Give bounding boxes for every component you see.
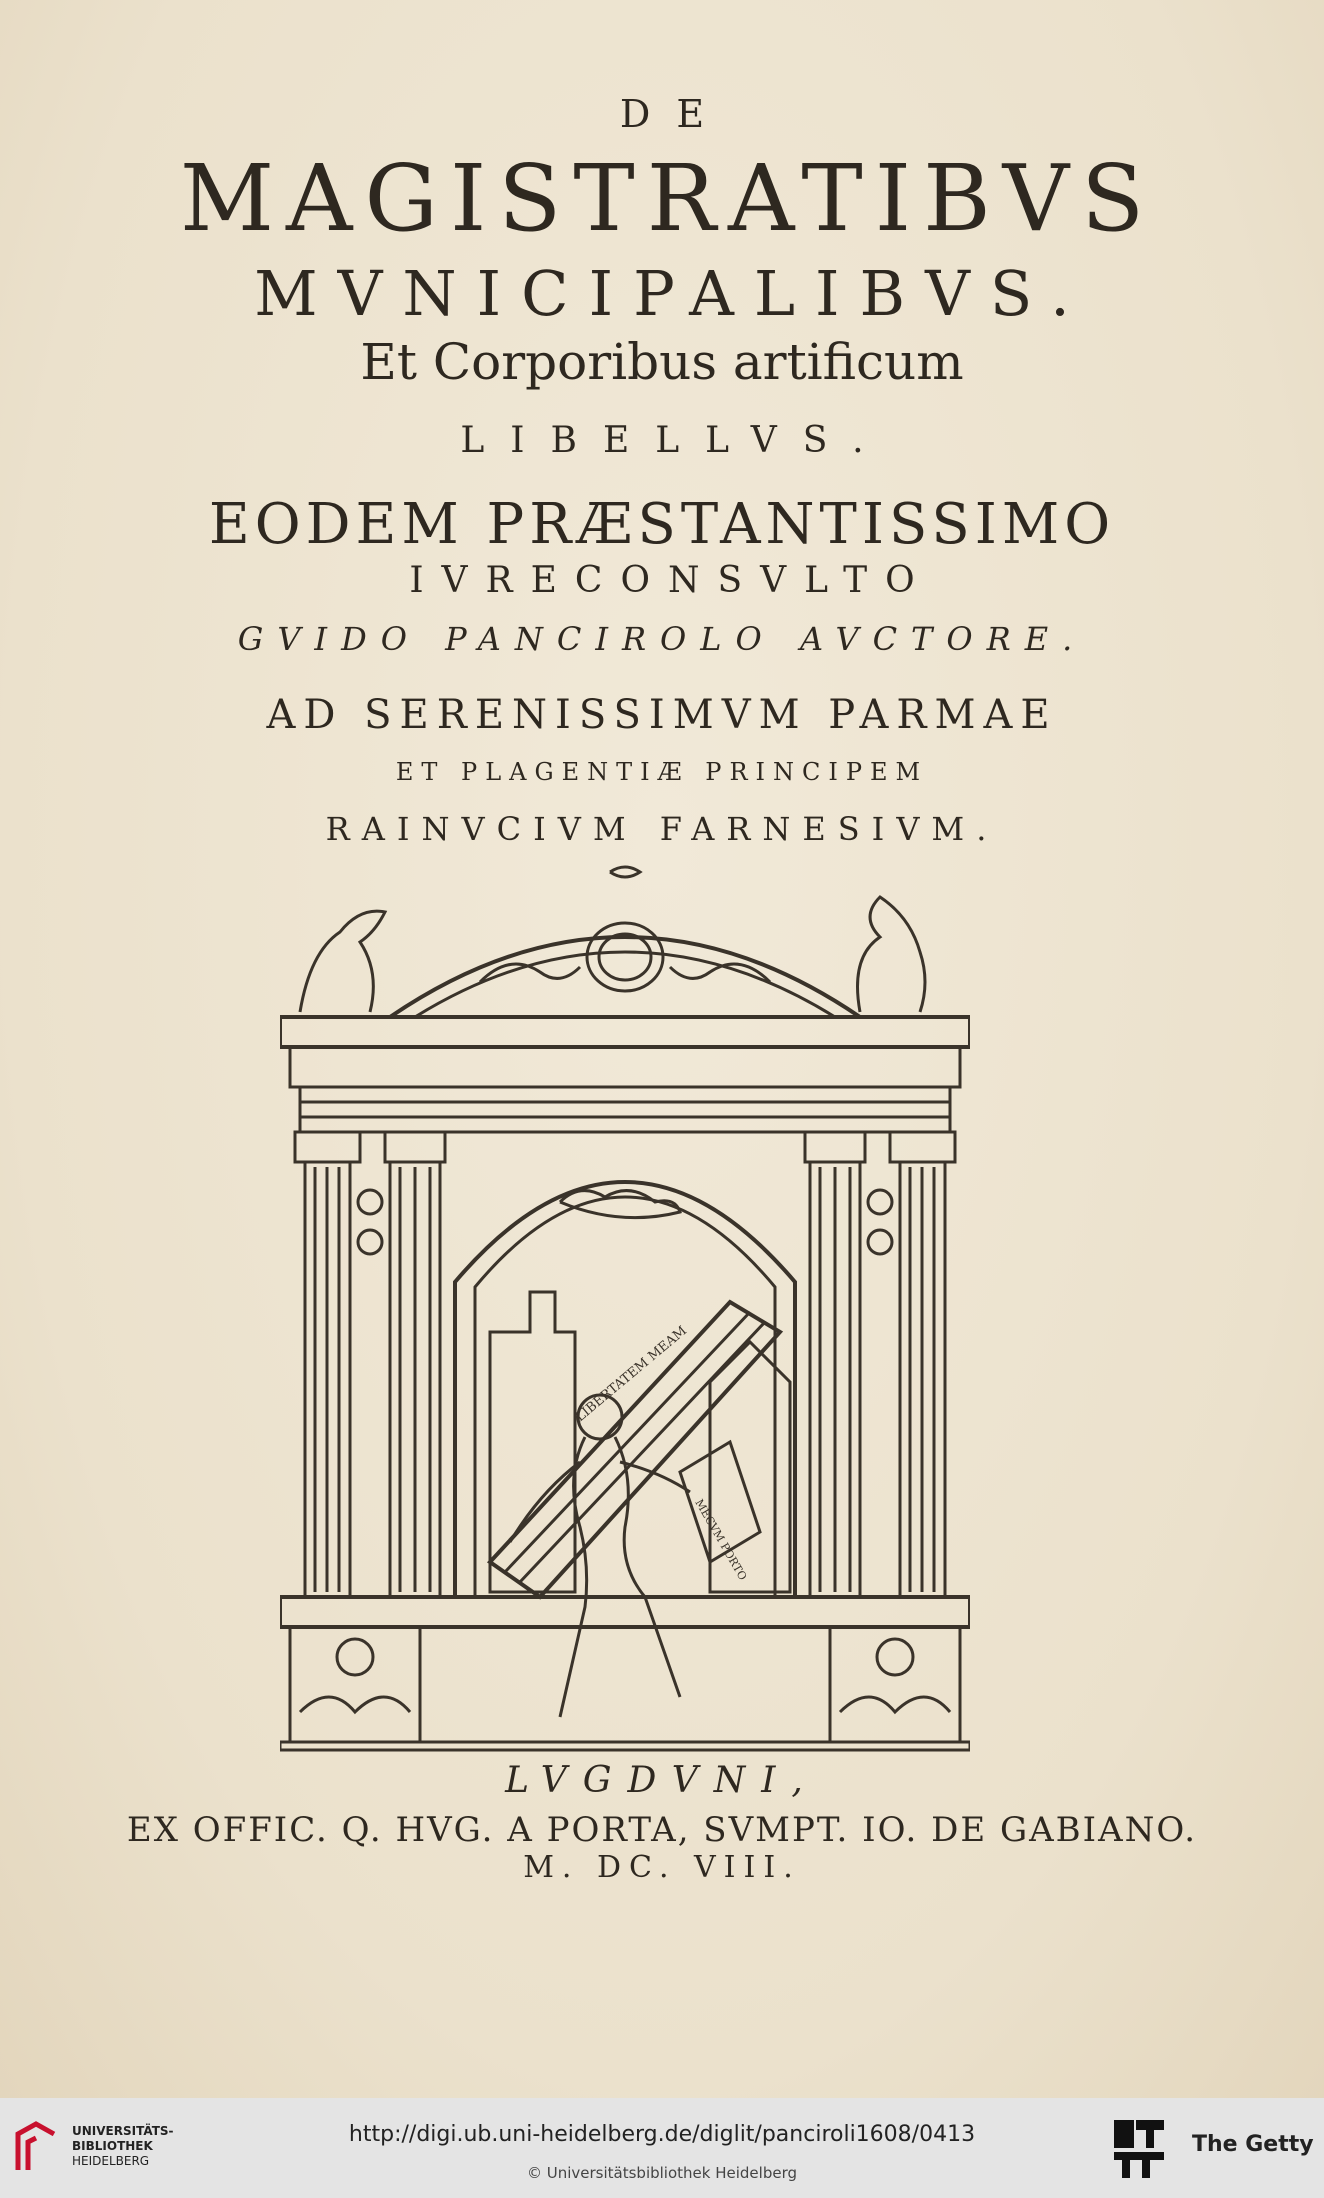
title-libellus: LIBELLVS. <box>460 420 890 461</box>
title-magistratibus: MAGISTRATIBVS <box>179 145 1157 252</box>
imprint-printer: EX OFFIC. Q. HVG. A PORTA, SVMPT. IO. DE GABIANO. <box>126 1810 1198 1850</box>
dedication-line3: RAINVCIVM FARNESIVM. <box>325 810 999 848</box>
woodcut-arch-illustration <box>280 862 970 1752</box>
dedication-line1: AD SERENISSIMVM PARMAE <box>266 692 1058 738</box>
getty-logo-icon <box>1112 2118 1166 2180</box>
title-corporibus: Et Corporibus artificum <box>360 333 964 391</box>
dedication-line2: ET PLAGENTIÆ PRINCIPEM <box>395 758 929 786</box>
author-name: GVIDO PANCIROLO AVCTORE. <box>237 620 1087 658</box>
getty-name: The Getty <box>1192 2132 1314 2157</box>
permalink-url[interactable]: http://digi.ub.uni-heidelberg.de/diglit/panciroli1608/0413 <box>348 2122 976 2147</box>
copyright-notice: © Universitätsbibliothek Heidelberg <box>526 2164 797 2182</box>
author-iureconsulto: IVRECONSVLTO <box>409 560 933 601</box>
author-eodem: EODEM PRÆSTANTISSIMO <box>208 492 1116 557</box>
title-de: DE <box>619 92 731 136</box>
library-line2: BIBLIOTHEK <box>72 2139 153 2153</box>
imprint-date: M. DC. VIII. <box>523 1850 801 1885</box>
library-line3: HEIDELBERG <box>72 2154 150 2168</box>
woodcut-banner: LIBERTATEM MEAM <box>572 1323 690 1426</box>
imprint-place: LVGDVNI, <box>505 1760 819 1801</box>
footer-bar <box>0 2098 1324 2198</box>
woodcut-shield-text: MECVM PORTO <box>692 1497 750 1583</box>
library-line1: UNIVERSITÄTS- <box>72 2124 174 2138</box>
title-municipalibus: MVNICIPALIBVS. <box>254 257 1090 330</box>
